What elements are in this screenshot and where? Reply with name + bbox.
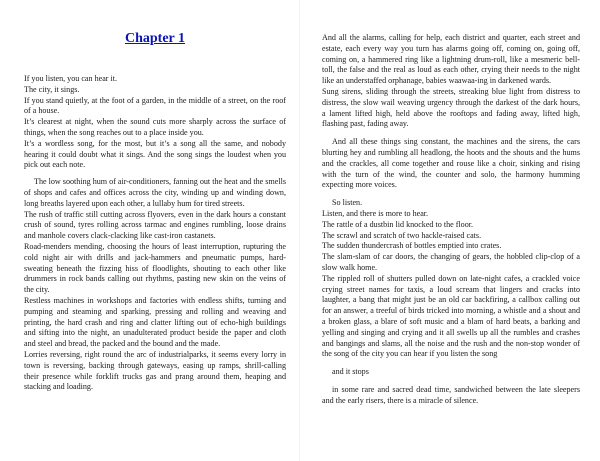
paragraph: Lorries reversing, right round the arc of industrialparks, it seems every lorry in town is reversing, backing through gateways, easing up ramps, shrill-calling their presence while forklift trucks gas and prang around them, heaping and stacking and loading. (24, 349, 286, 392)
paragraph: and it stops (332, 367, 369, 377)
chapter-title: Chapter 1 (124, 31, 186, 46)
paragraph: The rattle of a dustbin lid knocked to the floor. (322, 219, 474, 229)
paragraph: If you stand quietly, at the foot of a garden, in the middle of a street, on the roof of a house. (24, 95, 286, 116)
paragraph: in some rare and sacred dead time, sandwiched between the late sleepers and the early risers, there is a miracle of silence. (322, 384, 580, 405)
paragraph: The sudden thundercrash of bottles emptied into crates. (322, 241, 502, 251)
paragraph: The rippled roll of shutters pulled down on late-night cafes, a crackled voice crying street names for taxis, a loud scream that lingers and cracks into laughter, a bang that might just be an old car backfiring, a callbox calling out for an answer, a treeful of birds tricked into morning, a whistle and a shout and a broken glass, a blare of soft music and a blam of hard beats, a barking and yelling and singing and crying and it all swells up all the rumbles and crashes and bangings and slams, all the noise and the rush and the non-stop wonder of the song of the city you can hear if you listen the song (322, 273, 580, 359)
paragraph: The city, it sings. (24, 84, 80, 94)
paragraph: The slam-slam of car doors, the changing of gears, the hobbled clip-clop of a slow walk home. (322, 252, 580, 272)
paragraph: It’s a wordless song, for the most, but it’s a song all the same, and nobody hearing it could doubt what it sings. And the song sings the loudest when you pick out each note. (24, 138, 286, 170)
right-page (300, 0, 600, 461)
paragraph: If you listen, you can hear it. (24, 74, 118, 83)
paragraph: Sung sirens, sliding through the streets, streaking blue light from distress to distress, the slow wail weaving urgency through the darkest of the dark hours, a lament lifted high, held above the rooftops and fading away, lifted high, flashing past, fading away. (322, 86, 580, 129)
paragraph: And all the alarms, calling for help, each district and quarter, each street and estate, each every way you turn has alarms going off, coming on, going off, coming on, a hammered ring like a lightning drum-roll, like a mesmeric bell-toll, the false and the real as loud as each other, crying their needs to the night like an understaffed orphanage, babies waawaa-ing in darkened wards. (322, 33, 580, 86)
paragraph: The rush of traffic still cutting across flyovers, even in the dark hours a constant crush of sound, tyres rolling across tarmac and engines rumbling, loose drains and manhole covers clack-clacking like cast-iron castanets. (24, 209, 286, 241)
paragraph: So listen. (332, 198, 363, 208)
paragraph: And all these things sing constant, the machines and the sirens, the cars blurting hey and rumbling all headlong, the hoots and the shouts and the hums and the crackles, all come together and rouse like a choir, sinking and rising with the turn of the wind, the counter and solo, the harmony humming expecting more voices. (322, 137, 580, 190)
paragraph: It’s clearest at night, when the sound cuts more sharply across the surface of things, when the song reaches out to a place inside you. (24, 117, 286, 137)
paragraph: The low soothing hum of air-conditioners, fanning out the heat and the smells of shops and cafes and offices across the city, winding up and winding down, long breaths layered upon each other, a lullaby hum for tired streets. (24, 177, 286, 208)
paragraph: The scrawl and scratch of two hackle-raised cats. (322, 230, 482, 240)
paragraph: Restless machines in workshops and factories with endless shifts, turning and pumping and steaming and sparking, pressing and rolling and weaving and printing, the hard crash and ring and clatter lifting out of echo-high buildings and sifting into the night, an unadulterated product beside the paper and cloth and steel and bread, the packed and the bound and the made. (24, 295, 286, 349)
paragraph: Road-menders mending, choosing the hours of least interruption, rupturing the cold night air with drills and jack-hammers and pneumatic pumps, hard-sweating beneath the fizzing hiss of floodlights, shouting to each other like drummers in rock bands calling out rhythms, pasting new skin on the veins of the city. (24, 241, 286, 295)
paragraph: Listen, and there is more to hear. (322, 208, 429, 218)
